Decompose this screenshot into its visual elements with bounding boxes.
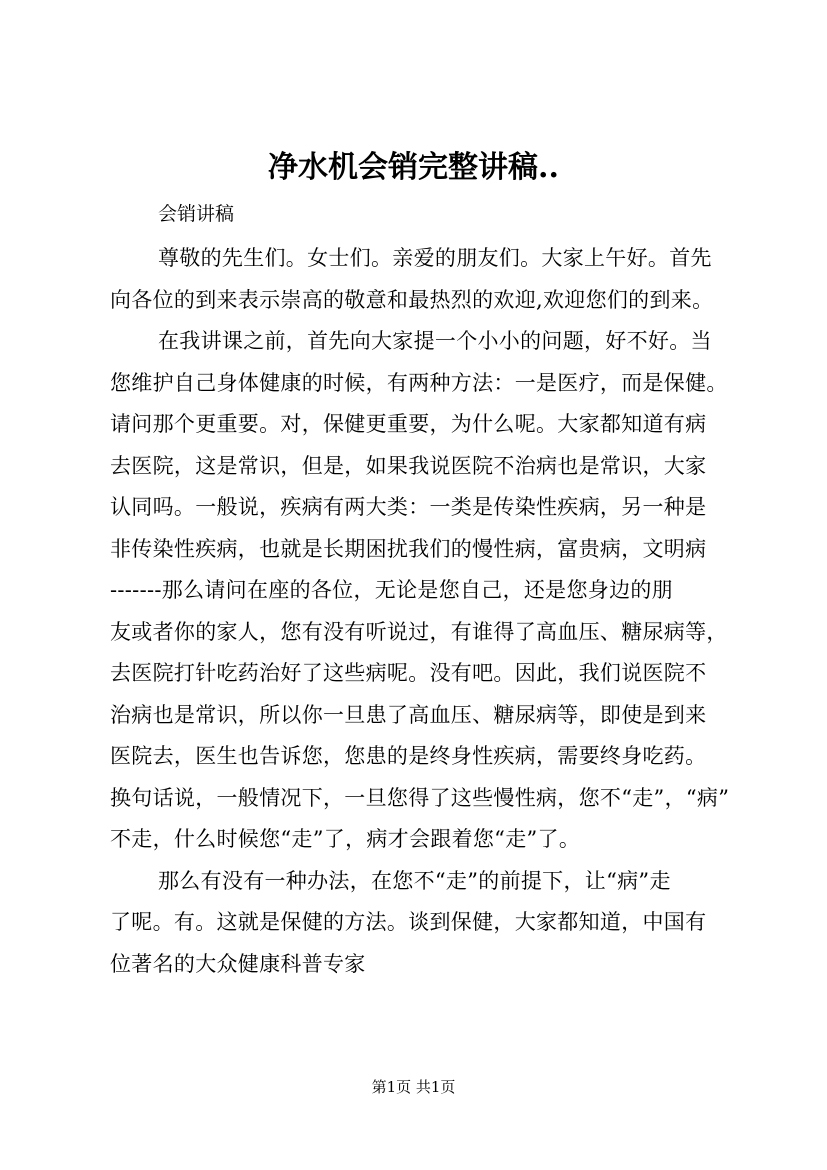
paragraph-line: 认同吗。一般说，疾病有两大类：一类是传染性疾病，另一种是 (110, 495, 707, 519)
paragraph-line: 位著名的大众健康科普专家 (110, 951, 366, 976)
paragraph-line: 在我讲课之前，首先向大家提一个小小的问题，好不好。当 (158, 329, 712, 353)
paragraph-line: 友或者你的家人，您有没有听说过，有谁得了高血压、糖尿病等， (110, 619, 728, 644)
page-number-footer: 第1页 共1页 (371, 1078, 456, 1096)
paragraph-line: 那么有没有一种办法，在您不“走”的前提下，让“病”走 (158, 868, 671, 893)
paragraph-line: 换句话说，一般情况下，一旦您得了这些慢性病，您不“走”，“病” (110, 785, 730, 810)
paragraph-line: 非传染性疾病，也就是长期困扰我们的慢性病，富贵病，文明病 (110, 536, 707, 561)
paragraph-line: 医院去，医生也告诉您，您患的是终身性疾病，需要终身吃药。 (110, 744, 707, 768)
paragraph-line: 治病也是常识，所以你一旦患了高血压、糖尿病等，即使是到来 (110, 702, 707, 727)
document-body (110, 238, 730, 985)
document-subtitle: 会销讲稿 (158, 203, 235, 225)
paragraph-line: 向各位的到来表示崇高的敬意和最热烈的欢迎,欢迎您们的到来。 (110, 287, 714, 312)
paragraph-line: 去医院打针吃药治好了这些病呢。没有吧。因此，我们说医院不 (110, 661, 707, 685)
document-title: 净水机会销完整讲稿.. (268, 150, 559, 185)
paragraph-line: 您维护自己身体健康的时候，有两种方法：一是医疗，而是保健。 (110, 370, 728, 395)
paragraph-line: 请问那个更重要。对，保健更重要，为什么呢。大家都知道有病 (110, 412, 707, 436)
paragraph-line: 尊敬的先生们。女士们。亲爱的朋友们。大家上午好。首先 (158, 246, 712, 270)
paragraph-line: 了呢。有。这就是保健的方法。谈到保健，大家都知道，中国有 (110, 910, 707, 934)
paragraph-line: -------那么请问在座的各位，无论是您自己，还是您身边的朋 (110, 578, 673, 602)
paragraph-line: 去医院，这是常识，但是，如果我说医院不治病也是常识，大家 (110, 453, 707, 478)
paragraph-line: 不走，什么时候您“走”了，病才会跟着您“走”了。 (110, 827, 581, 851)
